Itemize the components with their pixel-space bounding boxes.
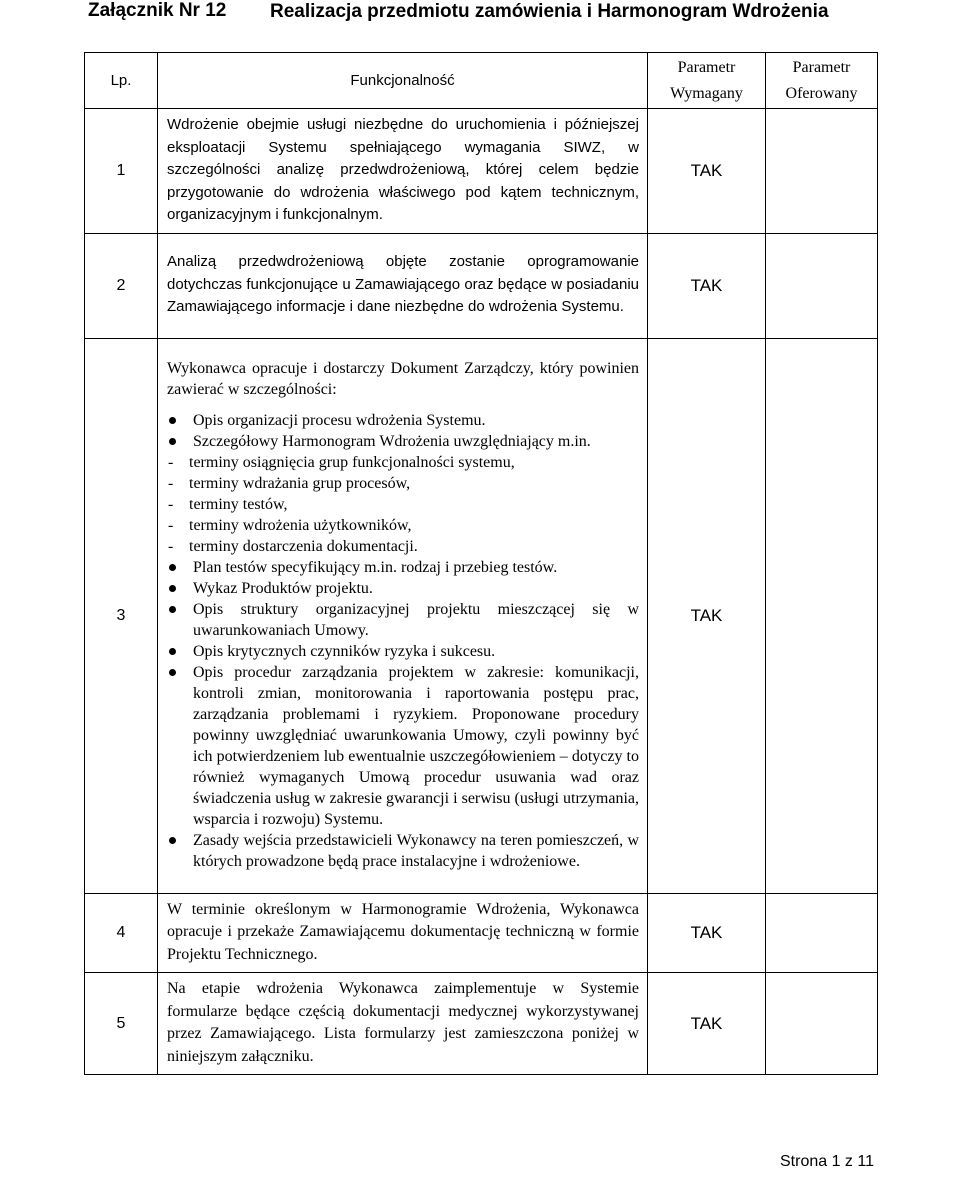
column-header-offered-line2: Oferowany bbox=[785, 84, 858, 102]
column-header-offered-line1: Parametr bbox=[792, 58, 851, 76]
column-header-required-line2: Wymagany bbox=[670, 84, 743, 102]
row-required: TAK bbox=[648, 973, 766, 1075]
row-required: TAK bbox=[648, 893, 766, 973]
row-number: 3 bbox=[85, 338, 158, 893]
dash-item-text: terminy osiągnięcia grup funkcjonalności systemu, bbox=[189, 454, 515, 471]
table-row bbox=[85, 109, 878, 234]
column-header-offered bbox=[766, 53, 878, 109]
row-functionality bbox=[158, 973, 648, 1075]
dash-item: - terminy wdrażania grup procesów, bbox=[168, 475, 411, 492]
dash-item-text: terminy dostarczenia dokumentacji. bbox=[189, 538, 418, 555]
table-row bbox=[85, 893, 878, 973]
list-item: Opis organizacji procesu wdrożenia Systemu. bbox=[167, 410, 639, 431]
dash-item: - terminy osiągnięcia grup funkcjonalności systemu, bbox=[168, 454, 515, 471]
dash-item-text: terminy testów, bbox=[189, 496, 288, 513]
row-required: TAK bbox=[648, 338, 766, 893]
row-offered bbox=[766, 973, 878, 1075]
row-text: Na etapie wdrożenia Wykonawca zaimplementuje w Systemie formularze będące częścią dokumentacji medycznej wykorzystywanej przez Zamawiającego. Lista formularzy jest zamieszczona poniżej w niniejszym załączniku. bbox=[167, 980, 639, 1065]
row-number: 2 bbox=[85, 233, 158, 338]
row-offered bbox=[766, 893, 878, 973]
list-item: Opis procedur zarządzania projektem w zakresie: komunikacji, kontroli zmian, monitorowania i raportowania postępu prac, zarządzania problemami i ryzykiem. Proponowane procedury powinny uwzględniać uwarunkowania Umowy, czyli powinny być ich potwierdzeniem lub ewentualnie uszczegółowieniem – dotyczy to również wymaganych Umową procedur usuwania wad oraz świadczenia usług w zakresie gwarancji i serwisu (usługi utrzymania, wsparcia i rozwoju) Systemu. bbox=[167, 662, 639, 830]
dash-item-text: terminy wdrożenia użytkowników, bbox=[189, 517, 412, 534]
dash-item-text: terminy wdrażania grup procesów, bbox=[189, 475, 411, 492]
deliverables-list bbox=[167, 410, 639, 872]
list-item-text: Szczegółowy Harmonogram Wdrożenia uwzględniający m.in. bbox=[193, 433, 591, 450]
list-item bbox=[167, 431, 639, 557]
list-item: Opis struktury organizacyjnej projektu mieszczącej się w uwarunkowaniach Umowy. bbox=[167, 599, 639, 641]
row-required: TAK bbox=[648, 109, 766, 234]
column-header-lp: Lp. bbox=[85, 53, 158, 109]
list-item: Zasady wejścia przedstawicieli Wykonawcy na teren pomieszczeń, w których prowadzone będą prace instalacyjne i wdrożeniowe. bbox=[167, 830, 639, 872]
row-text: Wdrożenie obejmie usługi niezbędne do uruchomienia i późniejszej eksploatacji Systemu spełniającego wymagania SIWZ, w szczególności analizę przedwdrożeniową, której celem będzie przygotowanie do wdrożenia właściwego pod kątem technicznym, organizacyjnym i funkcjonalnym. bbox=[167, 116, 639, 223]
annex-label: Załącznik Nr 12 bbox=[88, 0, 227, 21]
page-title: Realizacja przedmiotu zamówienia i Harmonogram Wdrożenia bbox=[270, 1, 829, 22]
row-intro: Wykonawca opracuje i dostarczy Dokument Zarządczy, który powinien zawierać w szczególności: bbox=[167, 360, 639, 398]
dash-item: - terminy testów, bbox=[168, 496, 288, 513]
row-number: 1 bbox=[85, 109, 158, 234]
row-text: W terminie określonym w Harmonogramie Wdrożenia, Wykonawca opracuje i przekaże Zamawiającemu dokumentację techniczną w formie Projektu Technicznego. bbox=[167, 900, 639, 963]
row-functionality bbox=[158, 233, 648, 338]
row-text: Analizą przedwdrożeniową objęte zostanie oprogramowanie dotychczas funkcjonujące u Zamawiającego oraz będące w posiadaniu Zamawiającego informacje i dane niezbędne do wdrożenia Systemu. bbox=[167, 253, 639, 316]
row-functionality bbox=[158, 893, 648, 973]
row-offered bbox=[766, 233, 878, 338]
list-item: Plan testów specyfikujący m.in. rodzaj i przebieg testów. bbox=[167, 557, 639, 578]
row-offered bbox=[766, 109, 878, 234]
row-functionality bbox=[158, 338, 648, 893]
column-header-functionality: Funkcjonalność bbox=[158, 53, 648, 109]
row-number: 4 bbox=[85, 893, 158, 973]
list-item: Opis krytycznych czynników ryzyka i sukcesu. bbox=[167, 641, 639, 662]
schedule-terms-list bbox=[168, 452, 639, 557]
row-required: TAK bbox=[648, 233, 766, 338]
list-item: Wykaz Produktów projektu. bbox=[167, 578, 639, 599]
table-row bbox=[85, 233, 878, 338]
page-number: Strona 1 z 11 bbox=[780, 1153, 874, 1170]
dash-item: - terminy dostarczenia dokumentacji. bbox=[168, 538, 418, 555]
row-number: 5 bbox=[85, 973, 158, 1075]
row-functionality bbox=[158, 109, 648, 234]
table-header-row bbox=[85, 53, 878, 109]
dash-item: - terminy wdrożenia użytkowników, bbox=[168, 517, 412, 534]
table-row bbox=[85, 973, 878, 1075]
row-offered bbox=[766, 338, 878, 893]
row-content bbox=[158, 353, 647, 878]
column-header-required-line1: Parametr bbox=[677, 58, 736, 76]
column-header-required bbox=[648, 53, 766, 109]
table-row bbox=[85, 338, 878, 893]
requirements-table bbox=[84, 52, 878, 1075]
